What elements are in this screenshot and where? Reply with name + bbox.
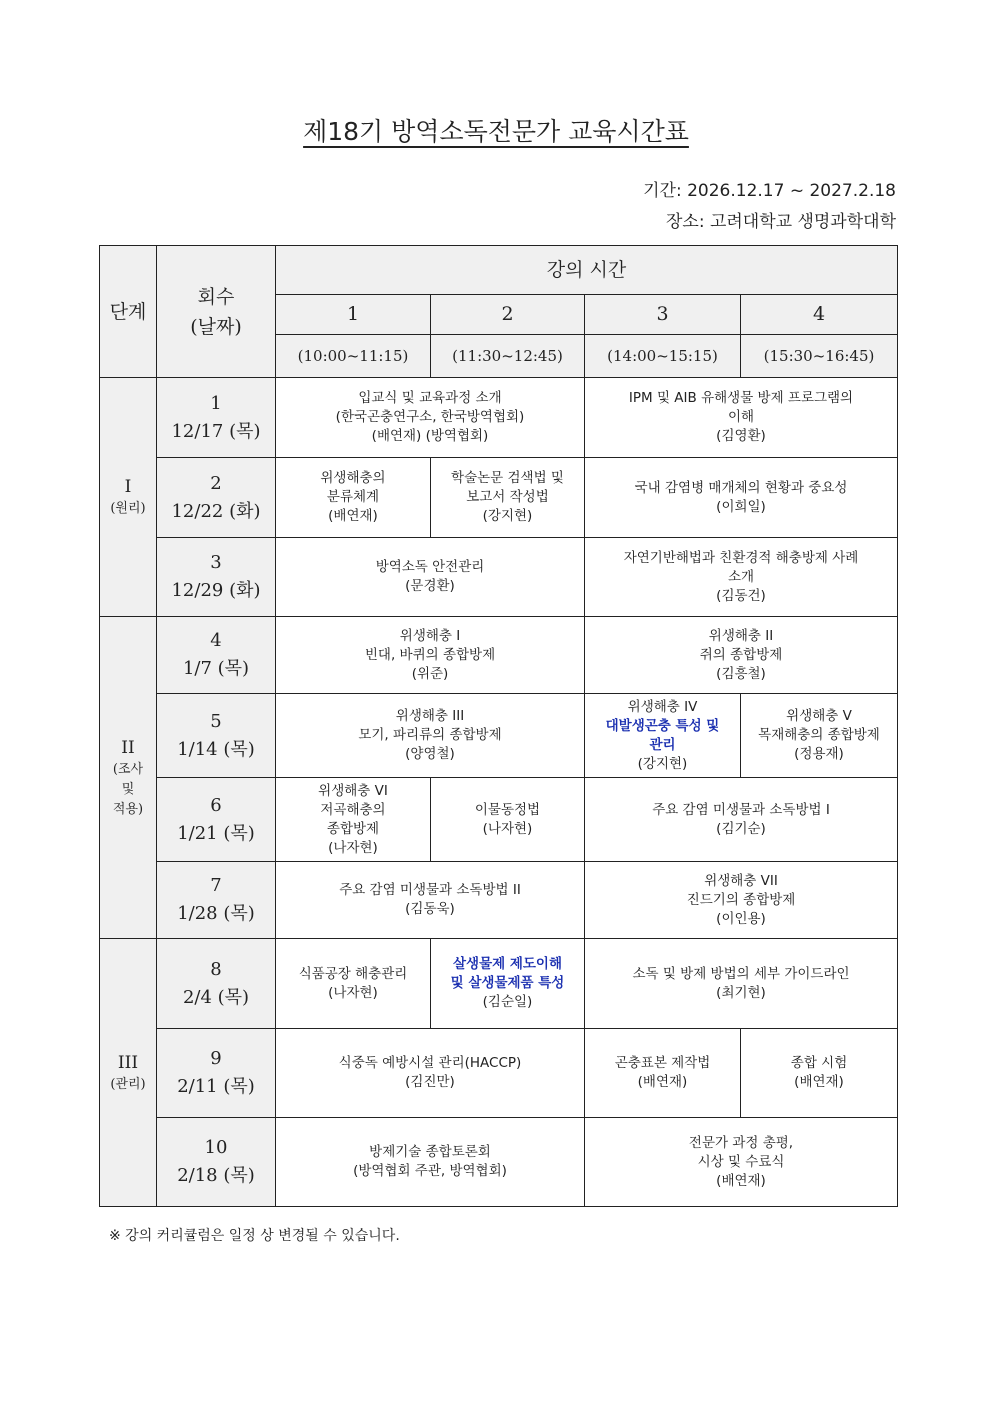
- footnote: ※ 강의 커리큘럼은 일정 상 변경될 수 있습니다.: [109, 1228, 400, 1244]
- lecture-line: (김동욱): [405, 901, 455, 917]
- lecture-line: 이물동정법: [474, 801, 541, 818]
- lecture-line: (배연재) (방역협회): [371, 428, 489, 444]
- lecture-line: 주요 감염 미생물과 소독방법 I: [652, 801, 830, 818]
- lecture-line: 위생해충 III: [395, 708, 465, 724]
- session-date: 12/17 (목): [171, 420, 261, 442]
- lecture-cell: [585, 1118, 898, 1207]
- lecture-line: 위생해충 II: [708, 627, 774, 644]
- session-number: 8: [210, 958, 222, 980]
- stage-3: [100, 939, 157, 1207]
- lecture-line: 위생해충 IV: [627, 698, 698, 715]
- header-session-label: 회수: [197, 285, 235, 308]
- session-date: 12/29 (화): [171, 580, 261, 601]
- session-1: [157, 378, 276, 458]
- lecture-line: 쥐의 종합방제: [699, 646, 783, 663]
- lecture-line: (최기현): [716, 984, 766, 1001]
- page-title: 제18기 방역소독전문가 교육시간표: [303, 117, 689, 146]
- lecture-cell: [276, 862, 585, 939]
- lecture-line: 위생해충 I: [399, 627, 461, 644]
- stage-2-name-line: 적용): [112, 801, 144, 817]
- lecture-line: 국내 감염병 매개체의 현황과 중요성: [634, 479, 848, 496]
- lecture-line: 종합 시험: [790, 1055, 848, 1071]
- header-stage: 단계: [100, 246, 157, 378]
- lecture-line: 주요 감염 미생물과 소독방법 II: [339, 882, 521, 898]
- lecture-line: (정용재): [794, 746, 844, 762]
- lecture-line: 곤충표본 제작법: [614, 1055, 711, 1071]
- stage-1-roman: I: [124, 477, 132, 497]
- session-number: 10: [204, 1137, 228, 1158]
- lecture-line: (이인용): [716, 910, 766, 927]
- lecture-cell: [276, 538, 585, 617]
- lecture-line: (배연재): [637, 1074, 688, 1090]
- lecture-cell: [276, 1029, 585, 1118]
- lecture-cell: [276, 617, 585, 694]
- session-8: [157, 939, 276, 1029]
- header-period-1: 1: [276, 295, 431, 335]
- lecture-cell: [585, 538, 898, 617]
- header-period-3: 3: [585, 295, 741, 335]
- header-session-date: (날짜): [190, 315, 242, 338]
- session-date: 1/14 (목): [177, 738, 255, 760]
- lecture-line: (이희일): [716, 498, 766, 515]
- stage-1: [100, 378, 157, 617]
- lecture-line: (배연재): [794, 1074, 844, 1090]
- lecture-line: 위생해충의: [320, 470, 386, 486]
- header-time-2: (11:30~12:45): [431, 335, 585, 378]
- lecture-line: 방제기술 종합토론회: [369, 1144, 491, 1160]
- lecture-highlight-line: 살생물제 제도이해: [452, 956, 563, 972]
- lecture-cell: [585, 458, 898, 538]
- period-text: 기간: 2026.12.17 ~ 2027.2.18: [643, 181, 896, 201]
- lecture-line: (김동건): [716, 587, 766, 604]
- schedule-table: [99, 245, 898, 1207]
- lecture-highlight-line: 대발생곤충 특성 및: [605, 717, 720, 734]
- lecture-line: (김영환): [716, 428, 766, 444]
- lecture-cell: [585, 939, 898, 1029]
- session-number: 7: [210, 875, 222, 896]
- stage-2-roman: II: [121, 737, 135, 758]
- lecture-cell: [585, 378, 898, 458]
- lecture-line: 소개: [727, 568, 755, 585]
- place-text: 장소: 고려대학교 생명과학대학: [665, 212, 896, 232]
- lecture-line: (강지현): [482, 508, 533, 524]
- lecture-line: 보고서 작성법: [466, 489, 549, 505]
- lecture-cell: [585, 778, 898, 862]
- lecture-highlight-line: 관리: [649, 736, 676, 753]
- lecture-line: 종합방제: [326, 820, 380, 837]
- session-number: 5: [210, 710, 222, 732]
- lecture-cell: [585, 694, 741, 778]
- stage-3-name: (관리): [110, 1076, 146, 1092]
- session-4: [157, 617, 276, 694]
- lecture-cell: [585, 862, 898, 939]
- lecture-cell: [585, 1029, 741, 1118]
- session-10: [157, 1118, 276, 1207]
- lecture-cell: [276, 694, 585, 778]
- lecture-line: (문경환): [405, 578, 455, 594]
- lecture-line: 방역소독 안전관리: [375, 559, 485, 575]
- lecture-line: (방역협회 주관, 방역협회): [353, 1163, 507, 1179]
- lecture-line: 식중독 예방시설 관리(HACCP): [338, 1055, 522, 1071]
- lecture-cell: [431, 939, 585, 1029]
- stage-2-name-line: 및: [121, 781, 135, 797]
- session-2: [157, 458, 276, 538]
- session-date: 1/21 (목): [177, 822, 255, 844]
- header-time-3: (14:00~15:15): [585, 335, 741, 378]
- lecture-cell: [276, 939, 431, 1029]
- lecture-line: (양영철): [405, 746, 455, 762]
- lecture-line: (김순일): [482, 994, 533, 1010]
- lecture-cell: [585, 617, 898, 694]
- lecture-line: 빈대, 바퀴의 종합방제: [364, 646, 496, 663]
- lecture-cell: [431, 778, 585, 862]
- lecture-cell: [276, 1118, 585, 1207]
- stage-1-name: (원리): [110, 501, 146, 516]
- lecture-line: (나자현): [328, 984, 378, 1001]
- lecture-line: 자연기반해법과 친환경적 해충방제 사례: [623, 549, 859, 566]
- session-date: 2/18 (목): [177, 1165, 255, 1186]
- lecture-cell: [276, 778, 431, 862]
- lecture-line: 분류체계: [326, 489, 380, 505]
- lecture-line: 위생해충 VI: [318, 782, 388, 799]
- lecture-line: 전문가 과정 총평,: [688, 1134, 794, 1151]
- lecture-line: (배연재): [328, 508, 378, 524]
- lecture-line: (나자현): [328, 839, 378, 856]
- lecture-line: IPM 및 AIB 유해생물 방제 프로그램의: [628, 390, 854, 406]
- session-3: [157, 538, 276, 617]
- header-time-4: (15:30~16:45): [741, 335, 898, 378]
- lecture-line: 소독 및 방제 방법의 세부 가이드라인: [632, 965, 850, 982]
- lecture-line: 이해: [727, 409, 755, 425]
- lecture-highlight-line: 및 살생물제품 특성: [450, 975, 565, 991]
- session-date: 1/28 (목): [177, 903, 255, 924]
- lecture-line: (김진만): [405, 1074, 455, 1090]
- lecture-line: 위생해충 VII: [704, 872, 778, 889]
- stage-3-roman: III: [117, 1052, 139, 1073]
- header-time-1: (10:00~11:15): [276, 335, 431, 378]
- lecture-cell: [276, 458, 431, 538]
- session-6: [157, 778, 276, 862]
- session-number: 9: [210, 1048, 222, 1069]
- lecture-line: (한국곤충연구소, 한국방역협회): [335, 409, 525, 425]
- lecture-line: 진드기의 종합방제: [686, 891, 796, 908]
- lecture-line: 입교식 및 교육과정 소개: [358, 390, 502, 406]
- session-date: 2/11 (목): [177, 1076, 255, 1097]
- lecture-line: 목재해충의 종합방제: [758, 727, 880, 743]
- lecture-cell: [741, 1029, 898, 1118]
- lecture-line: (나자현): [482, 820, 533, 837]
- header-lecture-time: 강의 시간: [276, 246, 898, 295]
- session-number: 4: [210, 630, 222, 651]
- lecture-line: (위준): [411, 665, 449, 682]
- lecture-line: (김기순): [716, 820, 766, 837]
- lecture-line: (배연재): [716, 1172, 766, 1189]
- session-number: 3: [210, 552, 222, 573]
- session-number: 6: [210, 794, 222, 816]
- lecture-cell: [741, 694, 898, 778]
- header-period-2: 2: [431, 295, 585, 335]
- session-7: [157, 862, 276, 939]
- lecture-line: 저곡해충의: [320, 801, 386, 818]
- stage-2-name-line: (조사: [112, 761, 144, 777]
- lecture-line: 모기, 파리류의 종합방제: [358, 727, 502, 743]
- session-date: 1/7 (목): [182, 658, 250, 679]
- session-5: [157, 694, 276, 778]
- lecture-line: (김흥철): [716, 665, 766, 682]
- lecture-line: (강지현): [637, 755, 688, 772]
- lecture-cell: [431, 458, 585, 538]
- session-number: 2: [210, 472, 222, 494]
- header-session: [157, 246, 276, 378]
- lecture-line: 식품공장 해충관리: [298, 965, 408, 982]
- header-period-4: 4: [741, 295, 898, 335]
- lecture-line: 위생해충 V: [786, 708, 852, 724]
- session-9: [157, 1029, 276, 1118]
- session-number: 1: [210, 392, 222, 414]
- stage-2: [100, 617, 157, 939]
- lecture-line: 시상 및 수료식: [697, 1153, 785, 1170]
- session-date: 12/22 (화): [171, 500, 261, 522]
- lecture-cell: [276, 378, 585, 458]
- session-date: 2/4 (목): [182, 986, 250, 1008]
- lecture-line: 학술논문 검색법 및: [451, 470, 564, 486]
